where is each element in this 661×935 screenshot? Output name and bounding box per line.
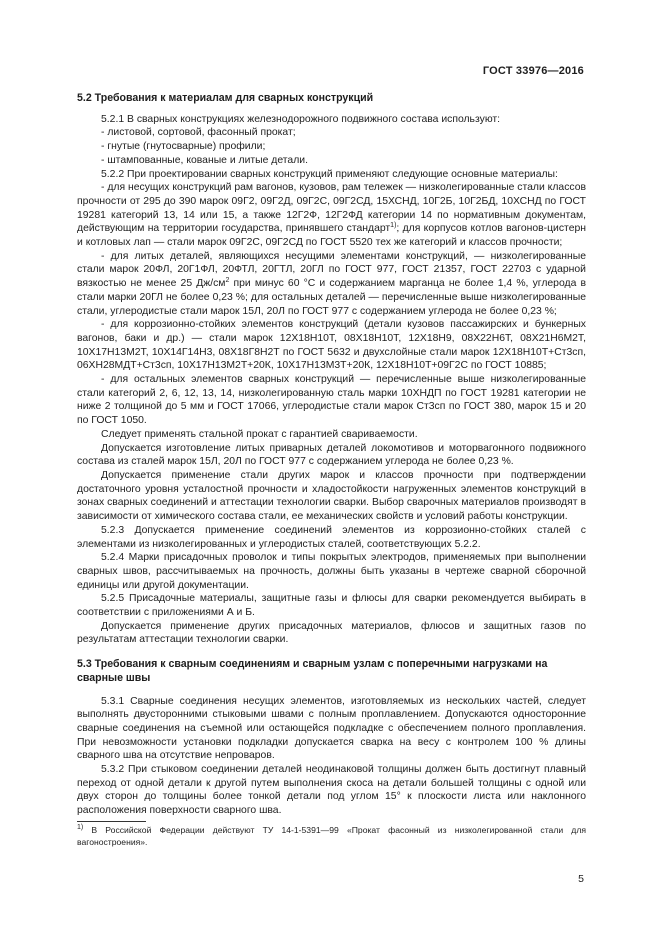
page-number: 5 xyxy=(578,873,584,885)
section-5-3-title: 5.3 Требования к сварным соединениям и сварным узлам с поперечными нагрузками на сварные швы xyxy=(77,658,548,684)
list-item: - штампованные, кованые и литые детали. xyxy=(101,154,308,166)
section-5-2-title: 5.2 Требования к материалам для сварных конструкций xyxy=(77,92,374,104)
paragraph: Допускается применение других присадочных материалов, флюсов и защитных газов по результатам аттестации технологии сварки. xyxy=(77,620,586,646)
footnote xyxy=(77,825,586,848)
list-item xyxy=(77,181,586,250)
list-item-text: - для литых деталей, являющихся несущими элементами конструкций, — низколегированные стали марок 20ФЛ, 20Г1ФЛ, 20ФТЛ, 20ГТЛ, 20ГЛ по ГОСТ 977, ГОСТ 21357, ГОСТ 22703 с ударной вязкостью не менее 25 Дж/см xyxy=(77,250,586,290)
paragraph: Допускается применение стали других марок и классов прочности при подтверждении достаточного уровня усталостной прочности и хладостойкости нагруженных элементов конструкций в зонах сварных соединений и аттестации технологии сварки. Выбор сварочных материалов производят в зависимости от химического состава стали, ее механических свойств и условий работы конструкции. xyxy=(77,469,586,523)
list-item: - для коррозионно-стойких элементов конструкций (детали кузовов пассажирских и бункерных вагонов, баки и др.) — стали марок 12Х18Н10Т, 08Х18Н10Т, 12Х18Н9, 08Х22Н6Т, 08Х21Н6М2Т, 10Х17Н13М2Т, 10Х14Г14Н3, 08Х18Г8Н2Т по ГОСТ 5632 и двухслойные стали марок 12Х18Н10Т+Ст3сп, 06ХН28МДТ+Ст3сп, 10Х17Н13М2Т+20К, 10Х17Н13М3Т+20К, 12Х18Н10Т+09Г2С по ГОСТ 10885; xyxy=(77,319,586,372)
paragraph: 5.2.1 В сварных конструкциях железнодорожного подвижного состава используют: xyxy=(101,113,501,125)
page-content xyxy=(77,92,586,818)
paragraph: Допускается изготовление литых приварных деталей локомотивов и моторвагонного подвижного состава из сталей марок 15Л, 20Л по ГОСТ 977 с содержанием углерода не более 0,23 %. xyxy=(77,442,586,468)
list-item: - гнутые (гнутосварные) профили; xyxy=(101,141,266,153)
document-header-code: ГОСТ 33976—2016 xyxy=(482,65,584,77)
list-item-text-cont: ; для корпусов котлов вагонов-цистерн и котловых лап — стали марок 09Г2С, 09Г2СД по ГОСТ 5520 тех же категорий и классов прочности; xyxy=(77,223,586,249)
superscript: 2 xyxy=(225,277,230,285)
list-item-text: - для несущих конструкций рам вагонов, кузовов, рам тележек — низколегированные стали классов прочности от 295 до 390 марок 09Г2, 09Г2Д, 09Г2С, 09Г2СД, 15ХСНД, 10Г2Б, 10Г2БД, 10ХСНД по ГОСТ 19281 категорий 13, 14 или 15, а также 12Г2Ф, 12Г2ФД категории 14 по нормативным документам, действующим на территории государства, принявшего стандарт xyxy=(77,182,586,235)
list-item: - для остальных элементов сварных конструкций — перечисленные выше низколегированные стали категорий 2, 6, 12, 13, 14, низколегированную сталь марки 10ХНДП по ГОСТ 19281 категории не ниже 2 толщиной до 5 мм и ГОСТ 17066, углеродистые стали марок Ст3сп по ГОСТ 380, марок 15 и 20 по ГОСТ 1050. xyxy=(77,374,586,427)
footnote-text: В Российской Федерации действуют ТУ 14-1-5391—99 «Прокат фасонный из низколегированной стали для вагоностроения». xyxy=(77,825,586,847)
paragraph: 5.2.4 Марки присадочных проволок и типы покрытых электродов, применяемых при выполнении сварных швов, рассчитываемых на прочность, должны быть указаны в чертеже сварной сборочной единицы или другой документации. xyxy=(77,552,586,591)
paragraph: 5.3.2 При стыковом соединении деталей неодинаковой толщины должен быть достигнут плавный переход от одной детали к другой путем выполнения скоса на детали большей толщины с одной или двух сторон до толщины более тонкой детали под углом 15° к плоскости листа или наклонного расположения поверхности сварного шва. xyxy=(77,764,586,817)
list-item-text-cont: при минус 60 °С и содержанием марганца не более 1,4 %, углерода в стали марки 20ГЛ не более 0,23 %; для остальных деталей — перечисленные выше низколегированные стали, углеродистые стали марок 15Л, 20Л по ГОСТ 977 с содержанием углерода не более 0,23 %; xyxy=(77,278,587,317)
paragraph: 5.2.2 При проектировании сварных конструкций применяют следующие основные материалы: xyxy=(101,168,558,180)
paragraph: 5.3.1 Сварные соединения несущих элементов, изготовляемых из нескольких частей, следует выполнять двусторонними стыковыми швами с полным проплавлением. Допускаются односторонние сварные соединения на съемной или остающейся подкладке с обеспечением полного проплавления. При невозможности установки подкладки допускается сварка на весу с контролем 100 % длины сварного шва на отсутствие непроваров. xyxy=(77,695,586,762)
paragraph: 5.2.3 Допускается применение соединений элементов из коррозионно-стойких сталей с элементами из низколегированных и углеродистых сталей, соответствующих 5.2.2. xyxy=(77,524,586,550)
footnote-divider xyxy=(77,821,146,822)
footnote-reference: 1) xyxy=(390,222,397,230)
footnote-marker: 1) xyxy=(77,824,84,831)
paragraph: Следует применять стальной прокат с гарантией свариваемости. xyxy=(101,428,418,440)
list-item: - листовой, сортовой, фасонный прокат; xyxy=(101,127,296,139)
paragraph: 5.2.5 Присадочные материалы, защитные газы и флюсы для сварки рекомендуется выбирать в соответствии с приложениями А и Б. xyxy=(77,593,586,619)
list-item xyxy=(77,250,586,319)
